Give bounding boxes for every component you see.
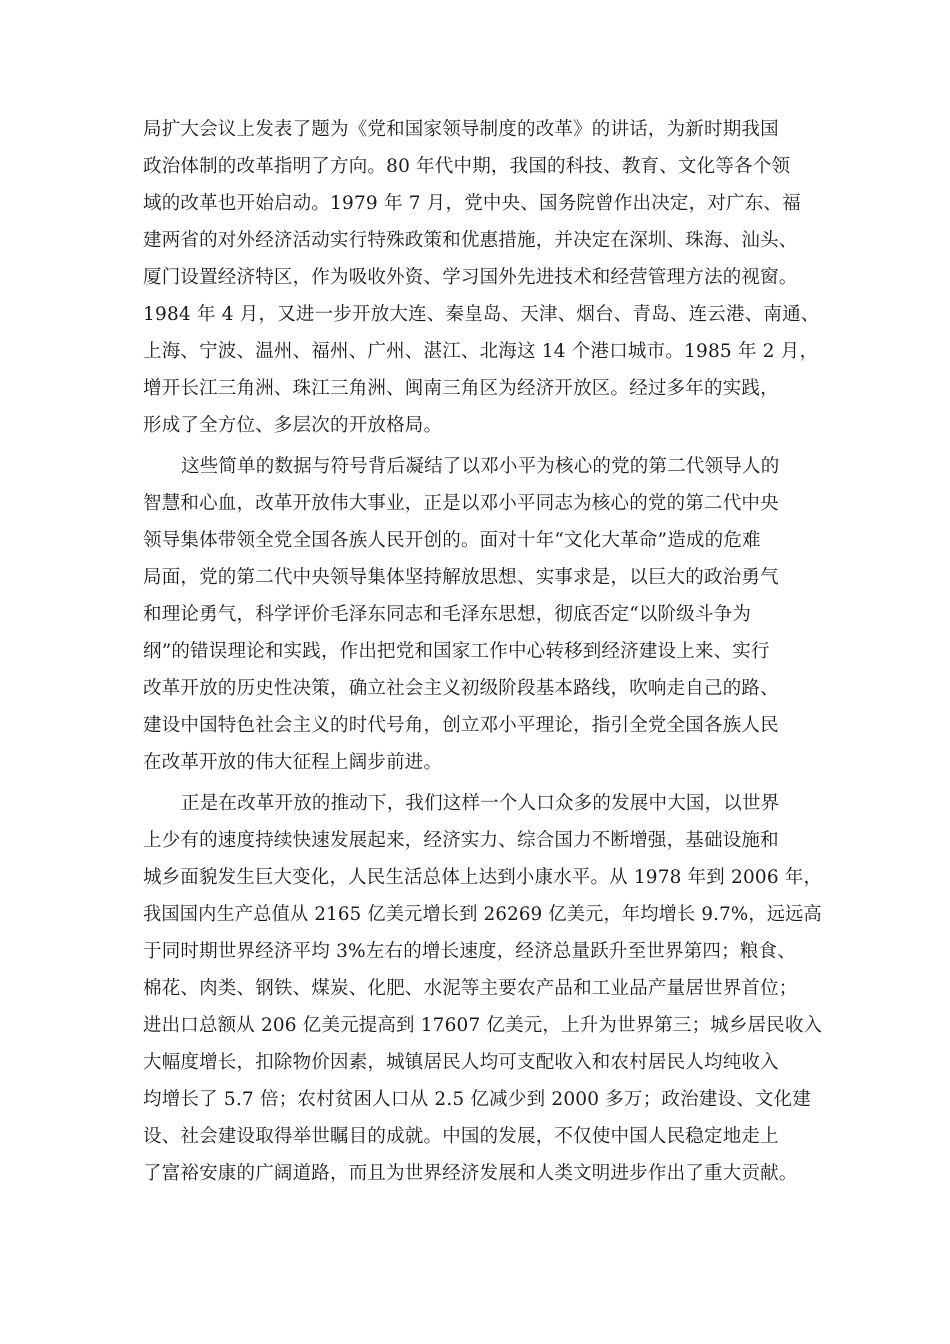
text-line: 局面，党的第二代中央领导集体坚持解放思想、实事求是，以巨大的政治勇气 (143, 567, 779, 588)
text-line: 建设中国特色社会主义的时代号角，创立邓小平理论，指引全党全国各族人民 (143, 715, 779, 736)
text-line: 厦门设置经济特区，作为吸收外资、学习国外先进技术和经营管理方法的视窗。 (143, 267, 798, 288)
text-line: 这些简单的数据与符号背后凝结了以邓小平为核心的党的第二代领导人的 (181, 456, 780, 477)
text-line: 上少有的速度持续快速发展起来，经济实力、综合国力不断增强，基础设施和 (143, 830, 779, 851)
text-line: 在改革开放的伟大征程上阔步前进。 (143, 752, 443, 773)
text-line: 上海、宁波、温州、福州、广州、湛江、北海这 14 个港口城市。1985 年 2 月， (143, 341, 819, 362)
text-line: 1984 年 4 月，又进一步开放大连、秦皇岛、天津、烟台、青岛、连云港、南通、 (143, 304, 820, 325)
text-line: 和理论勇气，科学评价毛泽东同志和毛泽东思想，彻底否定“以阶级斗争为 (143, 604, 752, 625)
text-line: 增开长江三角洲、珠江三角洲、闽南三角区为经济开放区。经过多年的实践， (143, 378, 779, 399)
text-line: 大幅度增长，扣除物价因素，城镇居民人均可支配收入和农村居民人均纯收入 (143, 1052, 779, 1073)
text-line: 棉花、肉类、钢铁、煤炭、化肥、水泥等主要农产品和工业品产量居世界首位； (143, 978, 798, 999)
text-line: 形成了全方位、多层次的开放格局。 (143, 415, 443, 436)
text-line: 建两省的对外经济活动实行特殊政策和优惠措施，并决定在深圳、珠海、汕头、 (143, 230, 798, 251)
text-line: 我国国内生产总值从 2165 亿美元增长到 26269 亿美元，年均增长 9.7%，远远高 (143, 904, 822, 925)
text-line: 进出口总额从 206 亿美元提高到 17607 亿美元，上升为世界第三；城乡居民收入 (143, 1015, 823, 1036)
text-line: 政治体制的改革指明了方向。80 年代中期，我国的科技、教育、文化等各个领 (143, 156, 791, 177)
text-line: 正是在改革开放的推动下，我们这样一个人口众多的发展中大国，以世界 (181, 793, 780, 814)
text-line: 均增长了 5.7 倍；农村贫困人口从 2.5 亿减少到 2000 多万；政治建设、文化建 (143, 1089, 812, 1110)
text-line: 城乡面貌发生巨大变化，人民生活总体上达到小康水平。从 1978 年到 2006 年， (143, 867, 823, 888)
text-line: 于同时期世界经济平均 3%左右的增长速度，经济总量跃升至世界第四；粮食、 (143, 941, 796, 962)
text-line: 领导集体带领全党全国各族人民开创的。面对十年“文化大革命”造成的危难 (143, 530, 761, 551)
text-line: 域的改革也开始启动。1979 年 7 月，党中央、国务院曾作出决定，对广东、福 (143, 193, 801, 214)
text-line: 智慧和心血，改革开放伟大事业，正是以邓小平同志为核心的党的第二代中央 (143, 493, 779, 514)
text-line: 局扩大会议上发表了题为《党和国家领导制度的改革》的讲话，为新时期我国 (143, 119, 779, 140)
text-line: 改革开放的历史性决策，确立社会主义初级阶段基本路线，吹响走自己的路、 (143, 678, 779, 699)
text-line: 纲”的错误理论和实践，作出把党和国家工作中心转移到经济建设上来、实行 (143, 641, 770, 662)
text-line: 了富裕安康的广阔道路，而且为世界经济发展和人类文明进步作出了重大贡献。 (143, 1163, 798, 1184)
text-line: 设、社会建设取得举世瞩目的成就。中国的发展，不仅使中国人民稳定地走上 (143, 1126, 779, 1147)
